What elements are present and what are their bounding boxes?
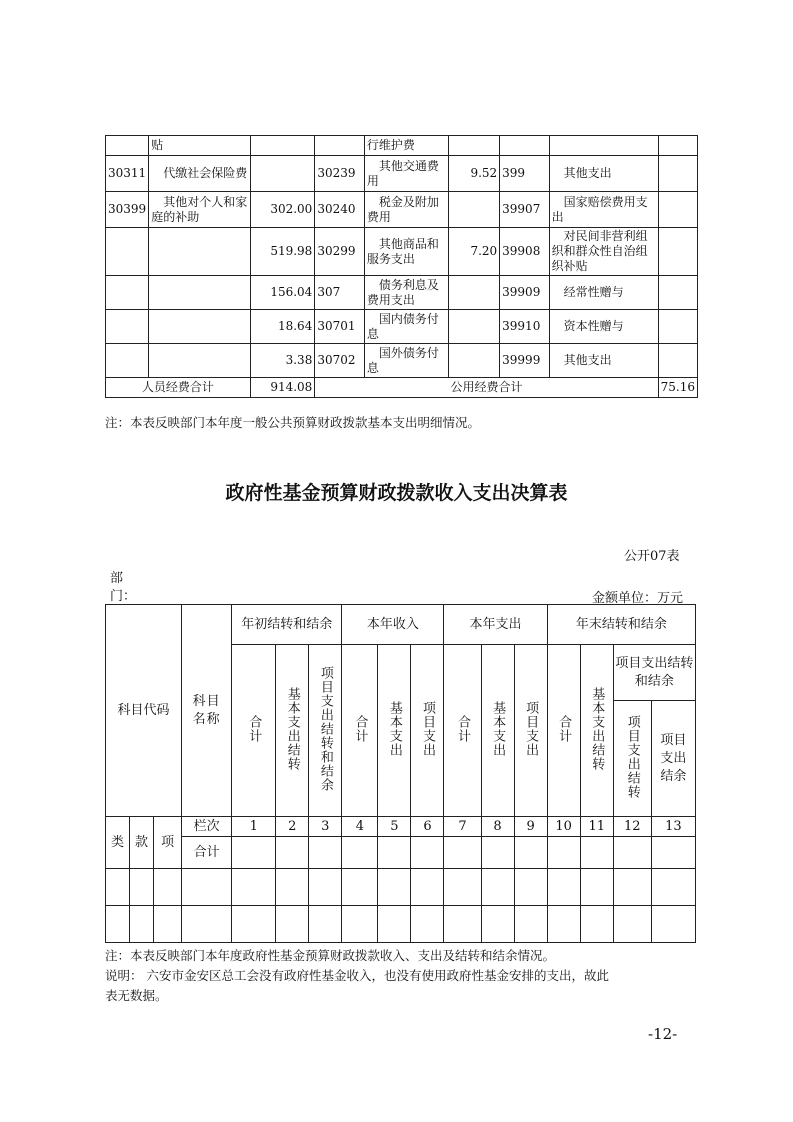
header-end-project: 项目支出结转和结余 bbox=[613, 645, 695, 701]
header-expense-total: 合计 bbox=[444, 645, 481, 817]
table-cell-c2 bbox=[149, 344, 250, 378]
col-number: 11 bbox=[580, 817, 613, 837]
col-number: 2 bbox=[276, 817, 309, 837]
table-cell-c8: 对民间非营利组织和群众性自治组织补贴 bbox=[549, 228, 658, 276]
table-row bbox=[106, 136, 698, 156]
table-cell-c1: 30399 bbox=[106, 192, 149, 228]
table-cell-c9 bbox=[658, 310, 697, 344]
table-cell-c1 bbox=[106, 344, 149, 378]
table-cell-c4 bbox=[315, 136, 365, 156]
table-cell-c1 bbox=[106, 276, 149, 310]
public-total-label: 公用经费合计 bbox=[315, 378, 658, 398]
explanation-line1: 说明： 六安市金安区总工会没有政府性基金收入，也没有使用政府性基金安排的支出，故此 bbox=[105, 968, 609, 983]
col-number: 13 bbox=[651, 817, 695, 837]
table-cell-c9 bbox=[658, 136, 697, 156]
header-end-basic: 基本支出结转 bbox=[580, 645, 613, 817]
table-cell-c3: 519.98 bbox=[250, 228, 315, 276]
table-cell-c6 bbox=[448, 276, 499, 310]
header-income-project: 项目支出 bbox=[411, 645, 444, 817]
table-cell-c6 bbox=[448, 192, 499, 228]
table-cell-c7: 39999 bbox=[500, 344, 550, 378]
table-cell-c6 bbox=[448, 344, 499, 378]
dept-label: 部门： bbox=[110, 571, 137, 604]
table-cell-c2: 其他对个人和家庭的补助 bbox=[149, 192, 250, 228]
header-lei: 类 bbox=[106, 817, 130, 869]
header-begin-basic: 基本支出结转 bbox=[276, 645, 309, 817]
table-cell-c4: 30240 bbox=[315, 192, 365, 228]
table-cell-c8: 经常性赠与 bbox=[549, 276, 658, 310]
table-cell-c8: 其他支出 bbox=[549, 156, 658, 192]
col-number: 10 bbox=[547, 817, 580, 837]
column-number-row bbox=[106, 817, 696, 837]
table-cell-c1 bbox=[106, 228, 149, 276]
header-end-total: 合计 bbox=[547, 645, 580, 817]
table-cell-c4: 30702 bbox=[315, 344, 365, 378]
header-income-basic: 基本支出 bbox=[378, 645, 411, 817]
table-cell-c3: 3.38 bbox=[250, 344, 315, 378]
table-number: 公开07表 bbox=[624, 549, 680, 564]
col-number: 5 bbox=[378, 817, 411, 837]
table-row bbox=[106, 156, 698, 192]
table-cell-c4: 30701 bbox=[315, 310, 365, 344]
table-cell-c3: 156.04 bbox=[250, 276, 315, 310]
table-cell-c2 bbox=[149, 276, 250, 310]
table-cell-c6 bbox=[448, 310, 499, 344]
table-row bbox=[106, 906, 696, 943]
table-row bbox=[106, 869, 696, 906]
page-title: 政府性基金预算财政拨款收入支出决算表 bbox=[225, 482, 568, 504]
header-xiang: 项 bbox=[154, 817, 182, 869]
table-cell-c8: 资本性赠与 bbox=[549, 310, 658, 344]
table-cell-c2 bbox=[149, 310, 250, 344]
col-number: 6 bbox=[411, 817, 444, 837]
col-number: 8 bbox=[481, 817, 514, 837]
header-begin: 年初结转和结余 bbox=[232, 605, 342, 645]
header-end: 年末结转和结余 bbox=[547, 605, 695, 645]
table-cell-c2: 贴 bbox=[149, 136, 250, 156]
table-cell-c3: 302.00 bbox=[250, 192, 315, 228]
table-cell-c9 bbox=[658, 276, 697, 310]
table-cell-c5: 国外债务付息 bbox=[364, 344, 448, 378]
total-label: 合计 bbox=[182, 837, 232, 869]
header-begin-total: 合计 bbox=[232, 645, 276, 817]
table-cell-c4: 30239 bbox=[315, 156, 365, 192]
table-cell-c1: 30311 bbox=[106, 156, 149, 192]
table-cell-c3: 18.64 bbox=[250, 310, 315, 344]
table-cell-c5: 其他商品和服务支出 bbox=[364, 228, 448, 276]
personnel-total-value: 914.08 bbox=[250, 378, 315, 398]
table-cell-c5: 债务利息及费用支出 bbox=[364, 276, 448, 310]
table-cell-c7: 39908 bbox=[500, 228, 550, 276]
table-cell-c5: 其他交通费用 bbox=[364, 156, 448, 192]
header-code: 科目代码 bbox=[106, 605, 182, 817]
personnel-total-label: 人员经费合计 bbox=[106, 378, 251, 398]
table-row bbox=[106, 276, 698, 310]
table-row bbox=[106, 192, 698, 228]
table-cell-c3 bbox=[250, 156, 315, 192]
table-cell-c1 bbox=[106, 136, 149, 156]
table1-note: 注：本表反映部门本年度一般公共预算财政拨款基本支出明细情况。 bbox=[105, 415, 481, 430]
header-income-total: 合计 bbox=[342, 645, 378, 817]
table2-note: 注：本表反映部门本年度政府性基金预算财政拨款收入、支出及结转和结余情况。 bbox=[105, 948, 556, 963]
table-total-row bbox=[106, 378, 698, 398]
header-begin-project: 项目支出结转和结余 bbox=[309, 645, 342, 817]
header-name: 科目名称 bbox=[182, 605, 232, 817]
header-kuan: 款 bbox=[130, 817, 154, 869]
header-end-project-balance: 项目支出结余 bbox=[651, 701, 695, 817]
page-number: -12- bbox=[648, 1025, 678, 1043]
table-row bbox=[106, 228, 698, 276]
header-expense: 本年支出 bbox=[444, 605, 547, 645]
table-cell-c8: 其他支出 bbox=[549, 344, 658, 378]
table-cell-c7: 39907 bbox=[500, 192, 550, 228]
col-number: 1 bbox=[232, 817, 276, 837]
col-number: 3 bbox=[309, 817, 342, 837]
header-expense-basic: 基本支出 bbox=[481, 645, 514, 817]
header-expense-project: 项目支出 bbox=[514, 645, 547, 817]
table-cell-c6 bbox=[448, 136, 499, 156]
basic-expense-table bbox=[105, 135, 698, 398]
table-cell-c9 bbox=[658, 156, 697, 192]
table-cell-c7: 39909 bbox=[500, 276, 550, 310]
table-cell-c5: 国内债务付息 bbox=[364, 310, 448, 344]
table-cell-c8 bbox=[549, 136, 658, 156]
explanation-line2: 表无数据。 bbox=[105, 988, 168, 1003]
table-cell-c9 bbox=[658, 192, 697, 228]
unit-label: 金额单位：万元 bbox=[592, 591, 684, 606]
table-cell-c6: 7.20 bbox=[448, 228, 499, 276]
col-number: 12 bbox=[613, 817, 651, 837]
table-cell-c9 bbox=[658, 344, 697, 378]
table-row bbox=[106, 344, 698, 378]
table-cell-c5: 行维护费 bbox=[364, 136, 448, 156]
header-end-project-carry: 项目支出结转 bbox=[613, 701, 651, 817]
table-row-total bbox=[106, 837, 696, 869]
table-cell-c7 bbox=[500, 136, 550, 156]
table-cell-c9 bbox=[658, 228, 697, 276]
table-cell-c3 bbox=[250, 136, 315, 156]
table-cell-c2: 代缴社会保险费 bbox=[149, 156, 250, 192]
header-lanci: 栏次 bbox=[182, 817, 232, 837]
table-cell-c6: 9.52 bbox=[448, 156, 499, 192]
table-cell-c4: 307 bbox=[315, 276, 365, 310]
table-cell-c4: 30299 bbox=[315, 228, 365, 276]
table-cell-c7: 39910 bbox=[500, 310, 550, 344]
table-cell-c7: 399 bbox=[500, 156, 550, 192]
public-total-value: 75.16 bbox=[658, 378, 697, 398]
table-cell-c1 bbox=[106, 310, 149, 344]
table-cell-c5: 税金及附加费用 bbox=[364, 192, 448, 228]
col-number: 7 bbox=[444, 817, 481, 837]
table-cell-c8: 国家赔偿费用支出 bbox=[549, 192, 658, 228]
fund-budget-table bbox=[105, 604, 696, 943]
table-row bbox=[106, 310, 698, 344]
col-number: 4 bbox=[342, 817, 378, 837]
header-income: 本年收入 bbox=[342, 605, 444, 645]
table-cell-c2 bbox=[149, 228, 250, 276]
col-number: 9 bbox=[514, 817, 547, 837]
